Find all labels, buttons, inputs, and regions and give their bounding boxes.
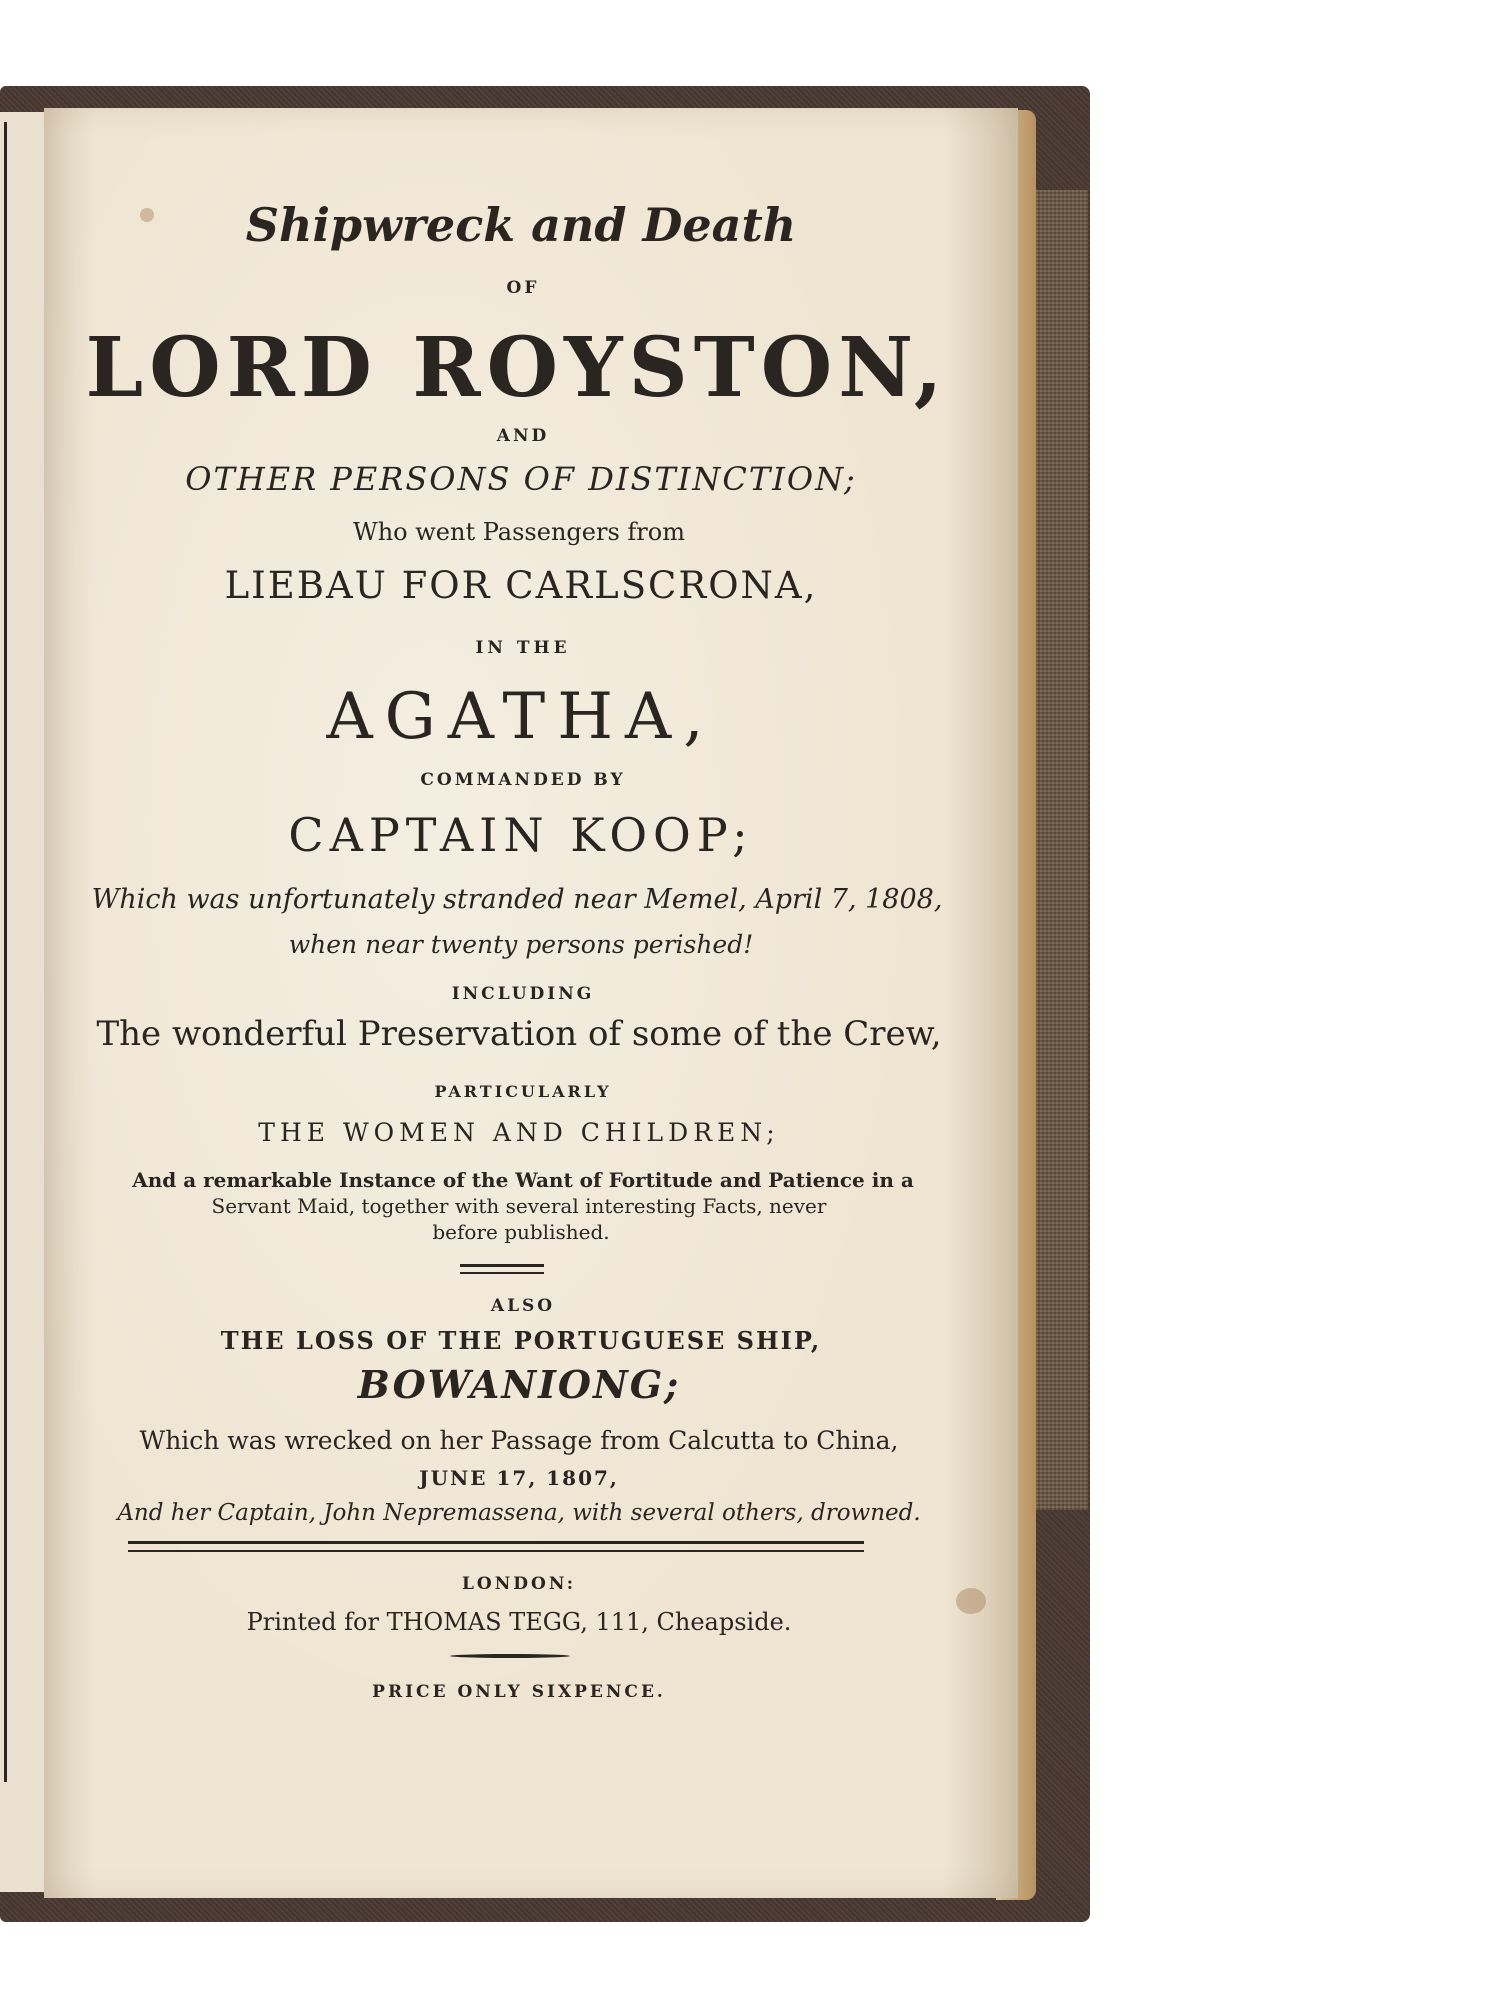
loss-line: THE LOSS OF THE PORTUGUESE SHIP, (220, 1326, 822, 1355)
women-line: THE WOMEN AND CHILDREN; (258, 1118, 780, 1147)
of-line: OF (506, 278, 540, 298)
stranded-line: Which was unfortunately stranded near Memel, April 7, 1808, (91, 884, 943, 915)
perished-line: when near twenty persons perished! (288, 930, 754, 959)
facing-leaf-border (4, 122, 7, 1782)
subtitle: OTHER PERSONS OF DISTINCTION; (185, 460, 857, 498)
passengers-line: Who went Passengers from (353, 518, 685, 546)
heading-blackletter: Shipwreck and Death (245, 198, 797, 252)
drowned-line: And her Captain, John Nepremassena, with several others, drowned. (117, 1500, 921, 1526)
particularly-line: PARTICULARLY (434, 1082, 612, 1101)
instance-line-3: before published. (432, 1220, 610, 1244)
including-line: INCLUDING (451, 984, 595, 1004)
long-rule-bottom (128, 1550, 864, 1552)
ornamental-rule (450, 1654, 570, 1658)
wrecked-line: Which was wrecked on her Passage from Calcutta to China, (139, 1426, 899, 1455)
captain-line: CAPTAIN KOOP; (288, 808, 754, 862)
main-title: LORD ROYSTON, (85, 320, 949, 416)
instance-line-2: Servant Maid, together with several interesting Facts, never (211, 1194, 827, 1218)
route-line: LIEBAU FOR CARLSCRONA, (224, 564, 818, 607)
ship-name: AGATHA, (326, 680, 716, 754)
instance-line-1: And a remarkable Instance of the Want of Fortitude and Patience in a (132, 1168, 914, 1192)
imprint-printer: Printed for THOMAS TEGG, 111, Cheapside. (246, 1608, 792, 1636)
imprint-city: LONDON: (461, 1574, 577, 1594)
double-rule-bottom (460, 1272, 544, 1274)
preservation-line: The wonderful Preservation of some of the Crew, (96, 1014, 942, 1054)
and-line: AND (496, 426, 550, 446)
price-line: PRICE ONLY SIXPENCE. (372, 1682, 666, 1702)
commanded-by-line: COMMANDED BY (420, 770, 626, 790)
second-ship-name: BOWANIONG; (357, 1362, 681, 1407)
double-rule-top (460, 1264, 544, 1267)
in-the-line: IN THE (475, 638, 571, 658)
title-page (44, 108, 1018, 1898)
also-line: ALSO (490, 1296, 556, 1316)
date-line: JUNE 17, 1807, (419, 1466, 619, 1490)
long-rule-top (128, 1541, 864, 1544)
